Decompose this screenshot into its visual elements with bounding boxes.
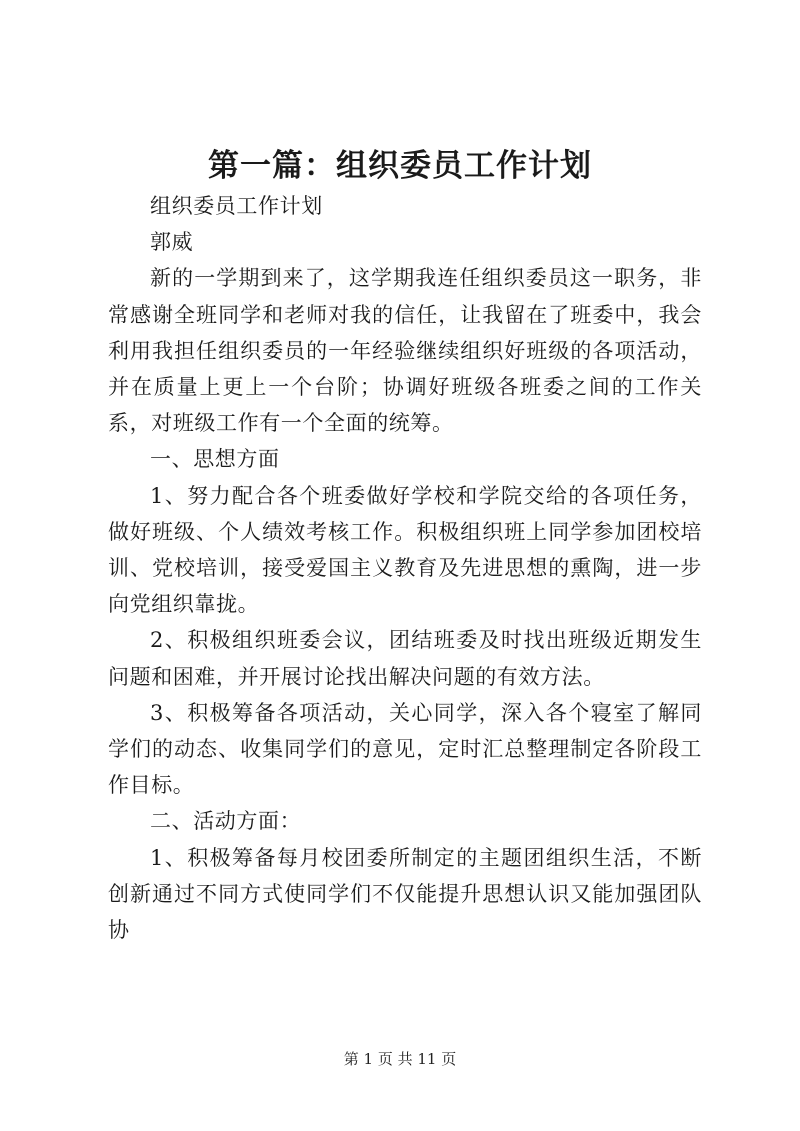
- section-heading-thought: 一、思想方面: [150, 447, 280, 472]
- thought-item-2: 2、积极组织班委会议，团结班委及时找出班级近期发生问题和困难，并开展讨论找出解决问题的有效方法。: [108, 628, 702, 689]
- document-title: 第一篇：组织委员工作计划: [208, 148, 592, 184]
- author-paragraph: 郭威: [150, 230, 194, 255]
- activity-item-1: 1、积极筹备每月校团委所制定的主题团组织生活，不断创新通过不同方式使同学们不仅能提升思想认识又能加强团队协: [108, 845, 702, 943]
- page-number-footer: 第 1 页 共 11 页: [343, 1050, 457, 1068]
- document-body: [108, 188, 702, 948]
- thought-item-3: 3、积极筹备各项活动，关心同学，深入各个寝室了解同学们的动态、收集同学们的意见，定时汇总整理制定各阶段工作目标。: [108, 700, 702, 798]
- thought-item-1: 1、努力配合各个班委做好学校和学院交给的各项任务，做好班级、个人绩效考核工作。积极组织班上同学参加团校培训、党校培训，接受爱国主义教育及先进思想的熏陶，进一步向党组织靠拢。: [108, 483, 702, 617]
- section-heading-activity: 二、活动方面：: [150, 809, 302, 834]
- subtitle-paragraph: 组织委员工作计划: [150, 194, 323, 218]
- intro-paragraph: 新的一学期到来了，这学期我连任组织委员这一职务，非常感谢全班同学和老师对我的信任，让我留在了班委中，我会利用我担任组织委员的一年经验继续组织好班级的各项活动，并在质量上更上一个台阶；协调好班级各班委之间的工作关系，对班级工作有一个全面的统筹。: [108, 266, 702, 436]
